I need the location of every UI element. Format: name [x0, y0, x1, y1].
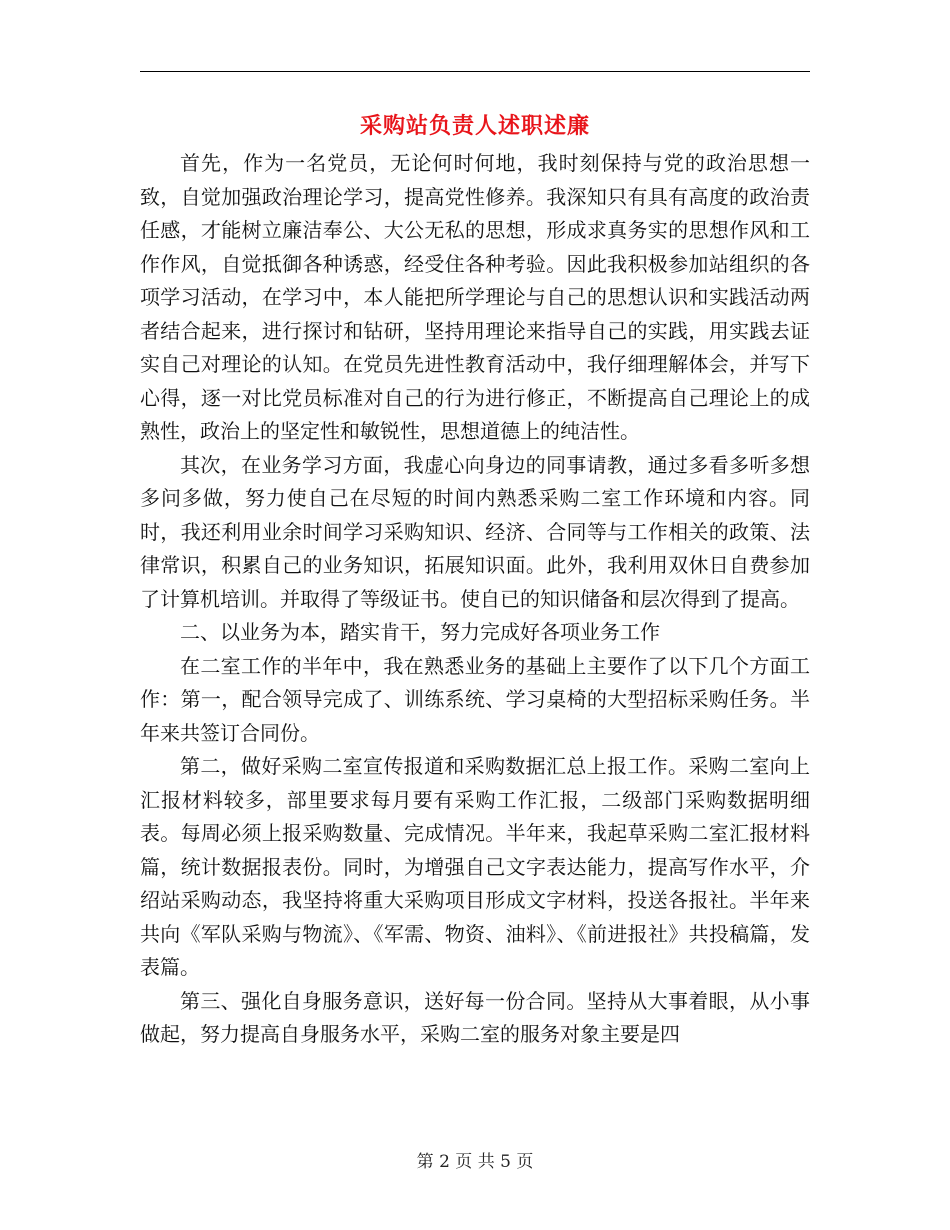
page-number: 第 2 页 共 5 页: [416, 1152, 534, 1172]
paragraph-4: 第二，做好采购二室宣传报道和采购数据汇总上报工作。采购二室向上汇报材料较多，部里要求每月要有采购工作汇报，二级部门采购数据明细表。每周必须上报采购数量、完成情况。半年来，我起草采购二室汇报材料篇，统计数据报表份。同时，为增强自己文字表达能力，提高写作水平，介绍站采购动态，我坚持将重大采购项目形成文字材料，投送各报社。半年来共向《军队采购与物流》、《军需、物资、油料》、《前进报社》共投稿篇，发表篇。: [140, 754, 810, 979]
paragraph-3: 在二室工作的半年中，我在熟悉业务的基础上主要作了以下几个方面工作：第一，配合领导完成了、训练系统、学习桌椅的大型招标采购任务。半年来共签订合同份。: [140, 653, 810, 745]
paragraph-5: 第三、强化自身服务意识，送好每一份合同。坚持从大事着眼，从小事做起，努力提高自身服务水平，采购二室的服务对象主要是四: [140, 988, 810, 1046]
paragraph-2: 其次，在业务学习方面，我虚心向身边的同事请教，通过多看多听多想多问多做，努力使自己在尽短的时间内熟悉采购二室工作环境和内容。同时，我还利用业余时间学习采购知识、经济、合同等与工作相关的政策、法律常识，积累自己的业务知识，拓展知识面。此外，我利用双休日自费参加了计算机培训。并取得了等级证书。使自已的知识储备和层次得到了提高。: [140, 452, 810, 611]
document-title: 采购站负责人述职述廉: [359, 113, 590, 139]
paragraph-1: 首先，作为一名党员，无论何时何地，我时刻保持与党的政治思想一致，自觉加强政治理论学习，提高党性修养。我深知只有具有高度的政治责任感，才能树立廉洁奉公、大公无私的思想，形成求真务实的思想作风和工作作风，自觉抵御各种诱惑，经受住各种考验。因此我积极参加站组织的各项学习活动，在学习中，本人能把所学理论与自己的思想认识和实践活动两者结合起来，进行探讨和钻研，坚持用理论来指导自己的实践，用实践去证实自己对理论的认知。在党员先进性教育活动中，我仔细理解体会，并写下心得，逐一对比党员标准对自己的行为进行修正，不断提高自己理论上的成熟性，政治上的坚定性和敏锐性，思想道德上的纯洁性。: [140, 151, 810, 443]
document-body: [140, 147, 810, 1052]
section-heading-2: 二、以业务为本，踏实肯干，努力完成好各项业务工作: [180, 620, 660, 644]
header-rule: [140, 71, 810, 72]
